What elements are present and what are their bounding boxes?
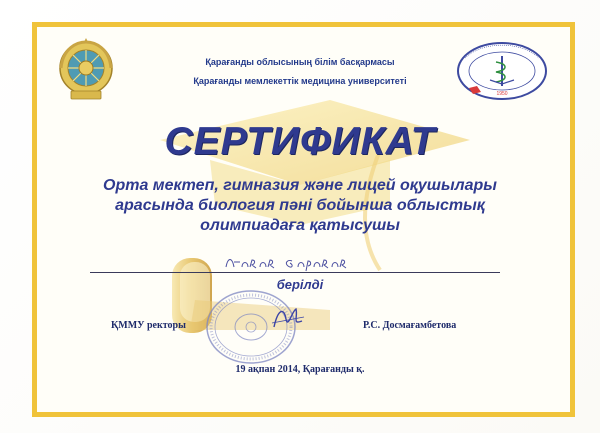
rector-name: Р.С. Досмағамбетова (363, 320, 457, 331)
certificate-subtitle (90, 176, 510, 236)
rector-title: ҚММУ ректоры (111, 320, 186, 331)
rector-signature (268, 303, 308, 333)
subtitle-line-3: олимпиадаға қатысушы (200, 217, 400, 234)
subtitle-line-2: арасында биология пәні бойынша облыстық (115, 197, 485, 214)
certificate-title: СЕРТИФИКАТ (164, 120, 436, 163)
header-line-2: Қарағанды мемлекеттік медицина университеті (193, 76, 407, 86)
subtitle-line-1: Орта мектеп, гимназия және лицей оқушылары (103, 177, 497, 194)
state-emblem-icon (57, 38, 115, 102)
university-logo-icon (455, 40, 549, 102)
certificate-date: 19 ақпан 2014, Қарағанды қ. (235, 364, 365, 375)
recipient-name-line (90, 272, 500, 273)
header-line-1: Қарағанды облысының білім басқармасы (205, 57, 395, 67)
recipient-handwritten-name (222, 253, 382, 273)
logo-year-text: 1950 (496, 91, 508, 97)
issued-label: берілді (276, 277, 324, 292)
